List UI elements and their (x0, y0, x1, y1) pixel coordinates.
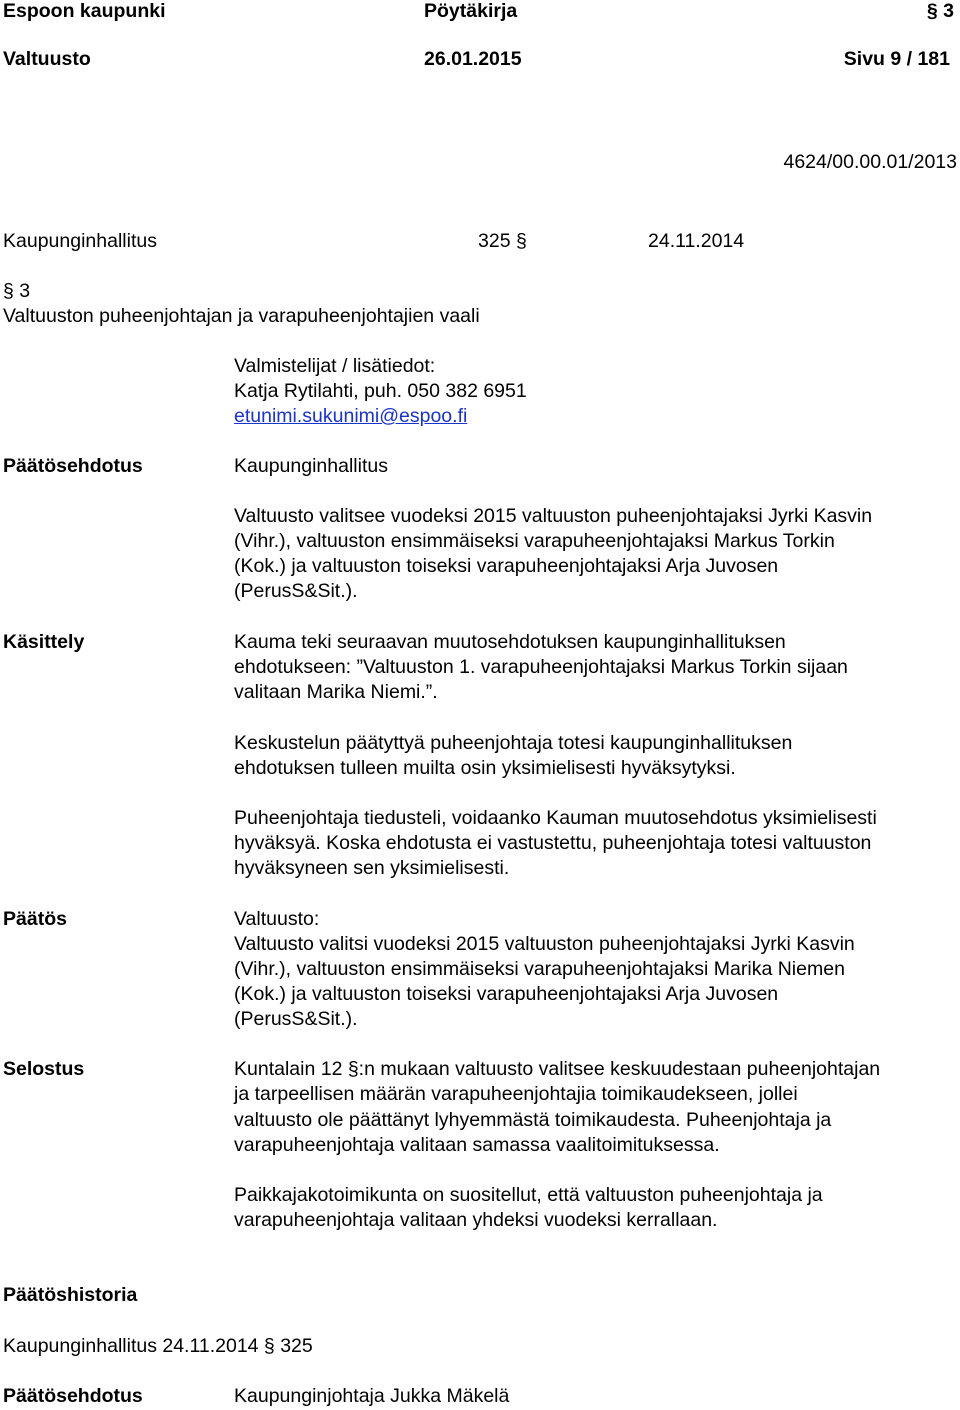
proposal-line: (Kok.) ja valtuuston toiseksi varapuheenjohtajaksi Arja Juvosen (234, 555, 779, 577)
explanation-line: varapuheenjohtaja valitaan samassa vaalitoimituksessa. (234, 1134, 720, 1156)
org-name: Espoon kaupunki (3, 0, 166, 22)
handling-line: ehdotuksen tulleen muilta osin yksimielisesti hyväksytyksi. (234, 757, 736, 779)
handling-line: Keskustelun päätyttyä puheenjohtaja totesi kaupunginhallituksen (234, 732, 793, 754)
handling-line: Kauma teki seuraavan muutosehdotuksen kaupunginhallituksen (234, 631, 786, 653)
explanation-line: Paikkajakotoimikunta on suositellut, että valtuuston puheenjohtaja ja (234, 1184, 823, 1206)
prior-date: 24.11.2014 (648, 230, 745, 252)
handling-line: Puheenjohtaja tiedusteli, voidaanko Kauman muutosehdotus yksimielisesti (234, 807, 877, 829)
handling-line: valitaan Marika Niemi.”. (234, 681, 438, 703)
history-heading: Päätöshistoria (3, 1284, 138, 1306)
proposal-heading: Päätösehdotus (3, 455, 143, 477)
decision-line: (Vihr.), valtuuston ensimmäiseksi varapuheenjohtajaksi Marika Niemen (234, 958, 845, 980)
section-number: § 3 (926, 0, 954, 22)
preparers-label: Valmistelijat / lisätiedot: (234, 355, 436, 377)
proposal-line: (PerusS&Sit.). (234, 580, 358, 602)
history-proposal-by: Kaupunginjohtaja Jukka Mäkelä (234, 1385, 510, 1407)
preparers-contact: Katja Rytilahti, puh. 050 382 6951 (234, 380, 527, 402)
handling-heading: Käsittely (3, 631, 85, 653)
doc-type: Pöytäkirja (424, 0, 518, 22)
item-number: § 3 (3, 280, 31, 302)
item-title: Valtuuston puheenjohtajan ja varapuheenjohtajien vaali (3, 305, 480, 327)
reference-number: 4624/00.00.01/2013 (783, 151, 957, 173)
explanation-heading: Selostus (3, 1058, 85, 1080)
history-proposal-heading: Päätösehdotus (3, 1385, 143, 1407)
proposal-line: (Vihr.), valtuuston ensimmäiseksi varapuheenjohtajaksi Markus Torkin (234, 530, 835, 552)
prior-section: 325 § (478, 230, 527, 252)
email-link[interactable]: etunimi.sukunimi@espoo.fi (234, 405, 468, 427)
decision-line: Valtuusto: (234, 908, 320, 930)
proposal-proposer: Kaupunginhallitus (234, 455, 388, 477)
explanation-line: varapuheenjohtaja valitaan yhdeksi vuodeksi kerrallaan. (234, 1209, 718, 1231)
decision-line: (PerusS&Sit.). (234, 1008, 358, 1030)
meeting-date: 26.01.2015 (424, 48, 522, 70)
history-entry: Kaupunginhallitus 24.11.2014 § 325 (3, 1335, 313, 1357)
handling-line: ehdotukseen: ”Valtuuston 1. varapuheenjohtajaksi Markus Torkin sijaan (234, 656, 848, 678)
handling-line: hyväksyä. Koska ehdotusta ei vastustettu, puheenjohtaja totesi valtuuston (234, 832, 872, 854)
explanation-line: ja tarpeellisen määrän varapuheenjohtajia toimikaudekseen, jollei (234, 1083, 798, 1105)
decision-heading: Päätös (3, 908, 67, 930)
page-number: Sivu 9 / 181 (843, 48, 950, 70)
decision-line: Valtuusto valitsi vuodeksi 2015 valtuuston puheenjohtajaksi Jyrki Kasvin (234, 933, 855, 955)
proposal-line: Valtuusto valitsee vuodeksi 2015 valtuuston puheenjohtajaksi Jyrki Kasvin (234, 505, 873, 527)
handling-line: hyväksyneen sen yksimielisesti. (234, 857, 510, 879)
decision-line: (Kok.) ja valtuuston toiseksi varapuheenjohtajaksi Arja Juvosen (234, 983, 779, 1005)
meeting-body: Valtuusto (3, 48, 91, 70)
prior-body: Kaupunginhallitus (3, 230, 157, 252)
explanation-line: valtuusto ole päättänyt lyhyemmästä toimikaudesta. Puheenjohtaja ja (234, 1109, 832, 1131)
explanation-line: Kuntalain 12 §:n mukaan valtuusto valitsee keskuudestaan puheenjohtajan (234, 1058, 881, 1080)
